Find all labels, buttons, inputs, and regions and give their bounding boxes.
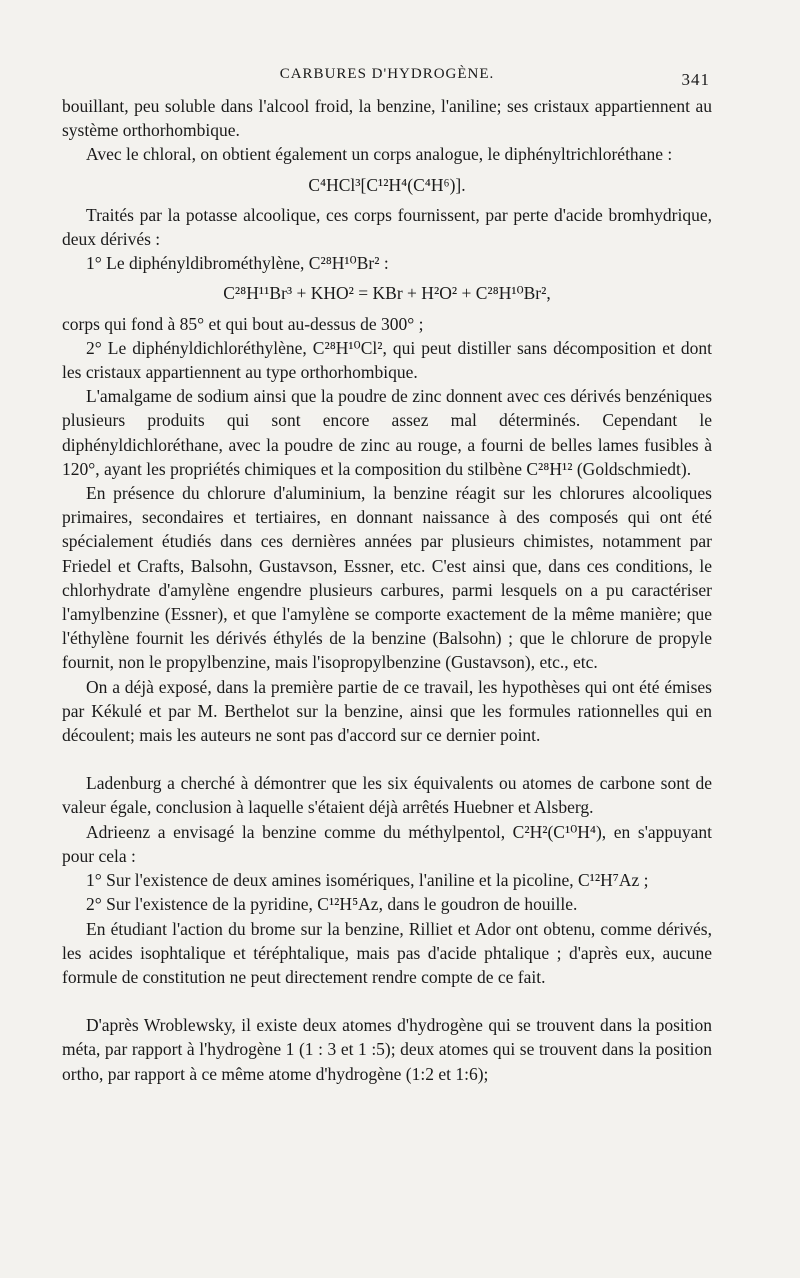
formula: C⁴HCl³[C¹²H⁴(C⁴H⁶)].: [308, 174, 466, 195]
paragraph: Avec le chloral, on obtient également un corps analogue, le diphényltrichloréthane :: [86, 144, 673, 165]
body-text: [62, 94, 712, 1086]
paragraph: Adrieenz a envisagé la benzine comme du méthylpentol, C²H²(C¹⁰H⁴), en s'appuyant pour cela :: [62, 821, 712, 866]
paragraph: En présence du chlorure d'aluminium, la benzine réagit sur les chlorures alcooliques primaires, secondaires et tertiaires, en donnant naissance à des composés qui ont été spécialement étudiés dans ces dernières années par plusieurs chimistes, notamment par Friedel et Crafts, Balsohn, Gustavson, Essner, etc. C'est ainsi que, dans ces conditions, le chlorhydrate d'amylène engendre plusieurs carbures, parmi lesquels on a pu caractériser l'amylbenzine (Essner), et que l'amylène se comporte exactement de la même manière; que l'éthylène fournit les dérivés éthylés de la benzine (Balsohn) ; que le chlorure de propyle fournit, non le propylbenzine, mais l'isopropylbenzine (Gustavson), etc., etc.: [62, 483, 712, 673]
paragraph: L'amalgame de sodium ainsi que la poudre de zinc donnent avec ces dérivés benzéniques plusieurs produits qui sont encore assez mal déterminés. Cependant le diphényldichloréthane, avec la poudre de zinc au rouge, a fourni de belles lames fusibles à 120°, ayant les propriétés chimiques et la composition du stilbène C²⁸H¹² (Goldschmiedt).: [62, 386, 712, 479]
paragraph: 2° Le diphényldichloréthylène, C²⁸H¹⁰Cl², qui peut distiller sans décomposition et dont les cristaux appartiennent au type orthorhombique.: [62, 337, 712, 383]
page-number: 341: [681, 70, 710, 89]
paragraph: bouillant, peu soluble dans l'alcool froid, la benzine, l'aniline; ses cristaux appartiennent au système orthorhombique.: [62, 96, 712, 141]
running-head: CARBURES D'HYDROGÈNE.: [279, 66, 495, 82]
paragraph: D'après Wroblewsky, il existe deux atomes d'hydrogène qui se trouvent dans la position méta, par rapport à l'hydrogène 1 (1 : 3 et 1 :5); deux atomes qui se trouvent dans la position ortho, par rapport à ce même atome d'hydrogène (1:2 et 1:6);: [62, 1015, 712, 1084]
paragraph: En étudiant l'action du brome sur la benzine, Rilliet et Ador ont obtenu, comme dérivés, les acides isophtalique et téréphtalique, mais pas d'acide phtalique ; d'après eux, aucune formule de constitution ne peut directement rendre compte de ce fait.: [62, 918, 712, 987]
paragraph: 2° Sur l'existence de la pyridine, C¹²H⁵Az, dans le goudron de houille.: [86, 894, 578, 915]
paragraph: On a déjà exposé, dans la première partie de ce travail, les hypothèses qui ont été émises par Kékulé et par M. Berthelot sur la benzine, ainsi que les formules rationnelles qui en découlent; mais les auteurs ne sont pas d'accord sur ce dernier point.: [62, 676, 712, 746]
paragraph: 1° Le diphényldibrométhylène, C²⁸H¹⁰Br² :: [86, 253, 389, 274]
paragraph: Traités par la potasse alcoolique, ces corps fournissent, par perte d'acide bromhydrique, deux dérivés :: [62, 204, 712, 250]
paragraph: 1° Sur l'existence de deux amines isomériques, l'aniline et la picoline, C¹²H⁷Az ;: [86, 870, 649, 891]
formula: C²⁸H¹¹Br³ + KHO² = KBr + H²O² + C²⁸H¹⁰Br²,: [223, 283, 551, 304]
paragraph: corps qui fond à 85° et qui bout au-dessus de 300° ;: [62, 313, 424, 334]
page-header: [64, 66, 710, 90]
paragraph: Ladenburg a cherché à démontrer que les six équivalents ou atomes de carbone sont de valeur égale, conclusion à laquelle s'étaient déjà arrêtés Huebner et Alsberg.: [62, 773, 712, 818]
